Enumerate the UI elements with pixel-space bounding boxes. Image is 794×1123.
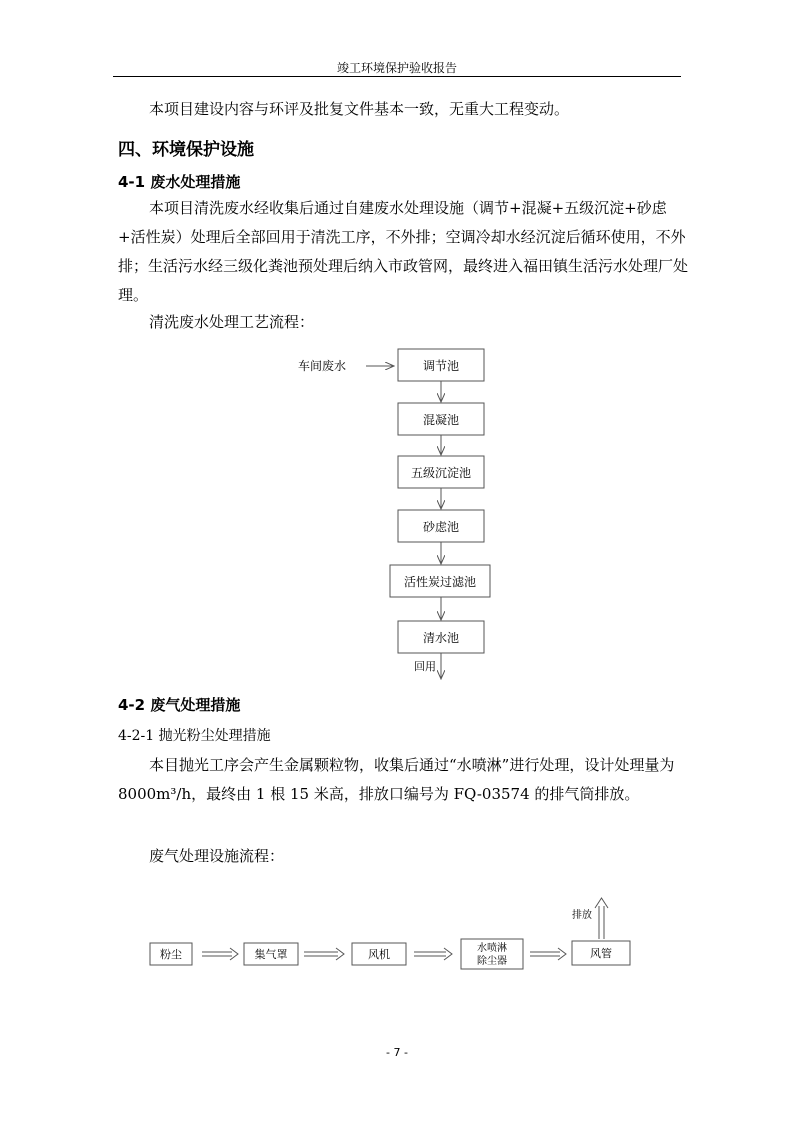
step-label-2: 混凝池 (422, 413, 460, 427)
step-label-4: 砂虑池 (422, 520, 460, 534)
intro-paragraph: 本项目建设内容与环评及批复文件基本一致，无重大工程变动。 (149, 100, 570, 118)
exhaust-flow-diagram (140, 888, 640, 973)
gas-arrow-1-head (230, 948, 238, 960)
step-label-1: 调节池 (422, 359, 460, 373)
exhaust-flow-caption: 废气处理设施流程： (149, 847, 285, 865)
section-4-2-1-title: 4-2-1 抛光粉尘处理措施 (118, 728, 271, 744)
step-label-6: 清水池 (422, 631, 460, 645)
gas-step-label-1: 粉尘 (160, 948, 182, 961)
wastewater-input-label: 车间废水 (298, 359, 347, 373)
page-number: - 7 - (386, 1046, 408, 1059)
gas-arrow-4-head (558, 948, 566, 960)
wastewater-paragraph: 本项目清洗废水经收集后通过自建废水处理设施（调节+混凝+五级沉淀+砂虑+活性炭）处理后全部回用于清洗工序，不外排；空调冷却水经沉淀后循环使用，不外排；生活污水经三级化粪池预处理后纳入市政管网，最终进入福田镇生活污水处理厂处理。 (118, 199, 689, 304)
running-header: 竣工环境保护验收报告 (336, 61, 457, 75)
exhaust-paragraph: 本目抛光工序会产生金属颗粒物，收集后通过“水喷淋”进行处理，设计处理量为 8000m³/h，最终由 1 根 15 米高，排放口编号为 FQ-03574 的排气筒排放。 (118, 756, 675, 803)
section-4-title: 四、环境保护设施 (118, 140, 254, 160)
wastewater-output-label: 回用 (414, 660, 436, 673)
discharge-arrow-head (595, 898, 608, 908)
gas-step-label-4a: 水喷淋 (477, 943, 507, 954)
wastewater-flow-diagram (280, 340, 510, 682)
discharge-label: 排放 (572, 910, 592, 921)
gas-arrow-2-head (336, 948, 344, 960)
gas-step-label-5: 风管 (590, 947, 612, 960)
wastewater-flow-caption: 清洗废水处理工艺流程： (149, 313, 315, 331)
gas-step-label-3: 风机 (368, 948, 390, 961)
section-4-2-title: 4-2 废气处理措施 (118, 696, 241, 714)
gas-step-label-4b: 除尘器 (477, 956, 507, 967)
header-rule (113, 76, 681, 77)
gas-arrow-3-head (444, 948, 452, 960)
step-label-3: 五级沉淀池 (410, 466, 472, 480)
section-4-1-title: 4-1 废水处理措施 (118, 173, 241, 191)
step-label-5: 活性炭过滤池 (403, 575, 477, 589)
gas-step-label-2: 集气罩 (254, 948, 288, 961)
